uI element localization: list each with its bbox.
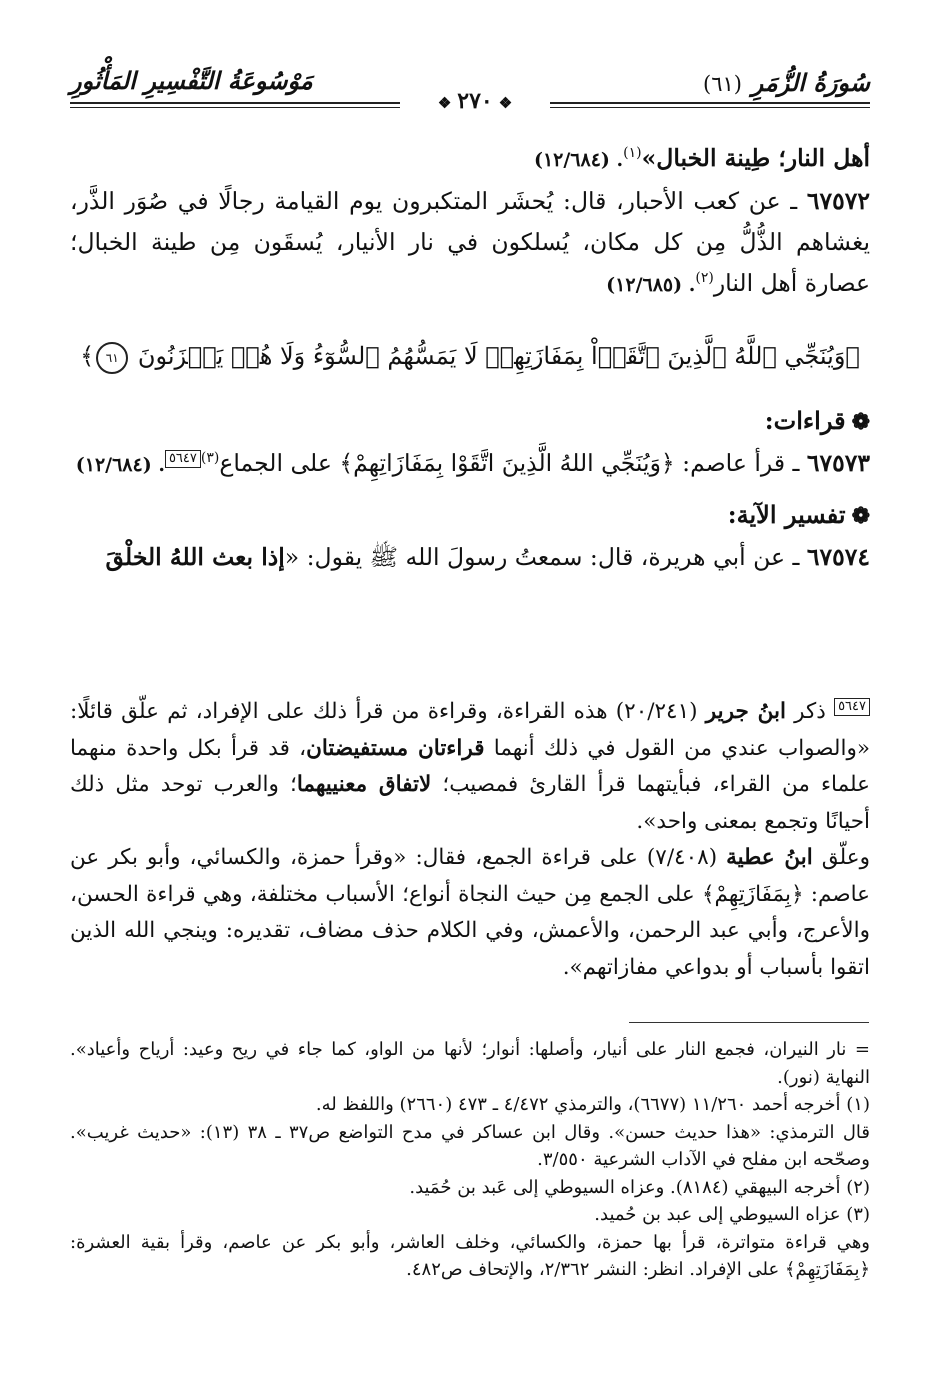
commentary-note — [70, 694, 870, 986]
surah-number: (٦١) — [703, 72, 742, 96]
note-paragraph-1: ٥٦٤٧ ذكر ابنُ جرير (٢٠/٢٤١) هذه القراءة، وقراءة من قرأ ذلك على الإفراد، ثم علّق قائلًا: «والصواب عندي من القول في ذلك أنهما قراءتان مستفيضتان، قد قرأ بكل واحدة منهما علماء من القراء، فبأيتهما قرأ القارئ فمصيب؛ لاتفاق معنييهما؛ والعرب توحد مثل ذلك أحيانًا وتجمع بمعنى واحد». — [70, 698, 870, 834]
continued-hadith: أهل النار؛ طِينة الخبال»$^{(١)}$. (١٢/٦٨٤) — [533, 144, 870, 172]
page-number: ٢٧٠ — [457, 88, 493, 114]
hadith-67574: ٦٧٥٧٤ ـ عن أبي هريرة، قال: سمعتُ رسولَ الله ﷺ يقول: «إذا بعث اللهُ الخلْقَ — [105, 543, 870, 571]
hadith-67573: ٦٧٥٧٣ ـ قرأ عاصم: ﴿وَيُنَجِّي اللهُ الَّذِينَ اتَّقَوْا بِمَفَازَاتِهِمْ﴾ على الجماع$^{(٣)}$٥٦٤٧. (١٢/٦٨٤) — [75, 449, 870, 477]
ornament-icon: ❖ — [437, 94, 452, 112]
section-heading-qiraat: ❁قراءات: — [764, 406, 870, 435]
footnotes — [70, 1036, 870, 1284]
footnote-line: وهي قراءة متواترة، قرأ بها حمزة، والكسائي، وخلف العاشر، وأبو بكر عن عاصم، وقرأ بقية العشرة: ﴿بِمَفَازَتِهِمْ﴾ على الإفراد. انظر: النشر ٢/٣٦٢، والإتحاف ص٤٨٢. — [70, 1231, 870, 1280]
footnote-line: قال الترمذي: «هذا حديث حسن». وقال ابن عساكر في مدح التواضع ص٣٧ ـ ٣٨ (١٣): «حديث غريب». وصحّحه ابن مفلح في الآداب الشرعية ٣/٥٥٠. — [70, 1121, 871, 1170]
ayah-number-icon: ٦١ — [96, 342, 128, 374]
volume-ref: . (١٢/٦٨٥) — [606, 274, 696, 296]
footnote-line: (١) أخرجه أحمد ١١/٢٦٠ (٦٦٧٧)، والترمذي ٤/٤٧٢ ـ ٤٧٣ (٢٦٦٠) واللفظ له. — [315, 1094, 870, 1115]
surah-title: سُورَةُ الزُّمَرِ — [751, 68, 870, 97]
book-title: مَوْسُوعَةُ التَّفْسِيرِ المَأْثُورِ — [70, 66, 313, 95]
note-box-number: ٥٦٤٧ — [834, 698, 870, 716]
footnote-marker: (٢) — [695, 270, 714, 287]
hadith-number: ٦٧٥٧٤ — [806, 543, 870, 571]
hadith-67572: ٦٧٥٧٢ ـ عن كعب الأحبار، قال: يُحشَر المتكبرون يوم القيامة رجالًا في صُوَر الذَّر، يغشاهم الذُّلُّ مِن كل مكان، يُسلكون في نار الأنيار، يُسقَون مِن طينة الخبال؛ عصارة أهل النار$^{(٢)}$. (١٢/٦٨٥) — [70, 187, 870, 297]
footnote-line: = نار النيران، فجمع النار على أنيار، وأصلها: أنوار؛ لأنها من الواو، كما جاء في ريح وعيد: أرياح وأعياد». النهاية (نور). — [70, 1039, 870, 1088]
footnote-separator — [629, 1022, 869, 1023]
note-box-ref: ٥٦٤٧ — [165, 450, 201, 468]
flower-icon: ❁ — [851, 409, 870, 435]
volume-ref: . (١٢/٦٨٤) — [533, 149, 624, 171]
footnote-line: (٢) أخرجه البيهقي (٨١٨٤). وعزاه السيوطي إلى عَبد بن حُمَيد. — [409, 1176, 870, 1198]
note-paragraph-2: وعلّق ابنُ عطية (٧/٤٠٨) على قراءة الجمع، فقال: «وقرأ حمزة، والكسائي، وأبو بكر عن عاصم: ﴿بِمَفَازَتِهِمْ﴾ على الجمع مِن حيث النجاة أنواع؛ الأسباب مختلفة، وهي قراءة الحسن، والأعرج، وأبي عبد الرحمن، والأعمش، وفي الكلام حذف مضاف، تقديره: وينجي الله الذين اتقوا بأسباب أو بدواعي مفازاتهم». — [70, 845, 870, 980]
main-text — [70, 138, 870, 578]
hadith-number: ٦٧٥٧٣ — [806, 449, 870, 477]
ornament-icon: ❖ — [498, 94, 513, 112]
footnote-marker: (٣) — [200, 450, 220, 467]
hadith-number: ٦٧٥٧٢ — [806, 187, 870, 215]
footnote-marker: (١) — [623, 145, 642, 162]
volume-ref: . (١٢/٦٨٤) — [75, 454, 165, 476]
page-number-block — [400, 88, 550, 114]
footnote-line: (٣) عزاه السيوطي إلى عبد بن حُميد. — [594, 1204, 870, 1225]
page-header — [70, 62, 870, 114]
section-heading-tafsir: ❁تفسير الآية: — [727, 500, 870, 529]
flower-icon: ❁ — [851, 503, 870, 529]
quran-verse: ﴿وَيُنَجِّي ٱللَّهُ ٱلَّذِينَ ٱتَّقَوۡاْ بِمَفَازَتِهِمۡ لَا يَمَسُّهُمُ ٱلسُّوٓءُ وَلَا هُمۡ يَحۡزَنُونَ ٦١﴾ — [70, 334, 870, 378]
